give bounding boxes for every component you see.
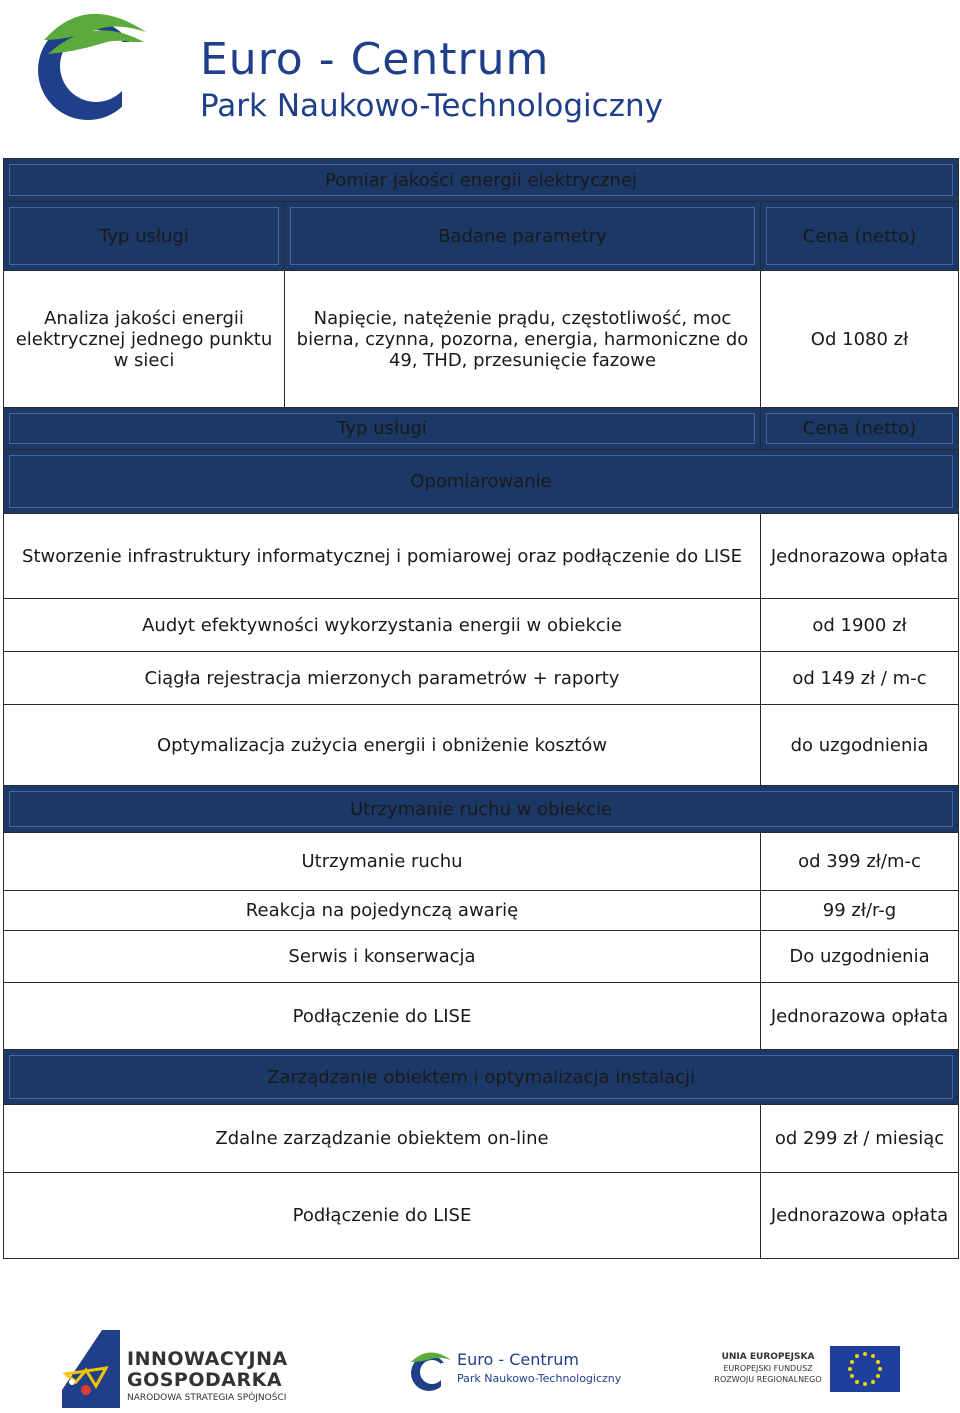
ec-line1: Euro - Centrum	[457, 1350, 579, 1369]
ig-line1: INNOWACYJNA	[127, 1348, 288, 1370]
table-row	[4, 931, 959, 983]
table-row	[4, 1105, 959, 1173]
price-cell: od 149 zł / m-c	[761, 652, 959, 705]
footer-logos	[0, 1318, 960, 1408]
price-cell: od 1900 zł	[761, 599, 959, 652]
header-price: Cena (netto)	[761, 202, 959, 271]
table-row	[4, 1173, 959, 1259]
table-row	[4, 891, 959, 931]
ig-line2: GOSPODARKA	[127, 1369, 283, 1391]
euro-centrum-logo-icon	[26, 2, 186, 127]
service-cell: Ciągła rejestracja mierzonych parametrów + raporty	[4, 652, 761, 705]
service-cell: Utrzymanie ruchu	[4, 833, 761, 891]
table-row	[4, 514, 959, 599]
price-cell: Jednorazowa opłata	[761, 514, 959, 599]
price-cell: od 399 zł/m-c	[761, 833, 959, 891]
logo-subtitle: Park Naukowo-Technologiczny	[200, 88, 663, 124]
price-cell: Jednorazowa opłata	[761, 1173, 959, 1259]
service-cell: Stworzenie infrastruktury informatycznej i pomiarowej oraz podłączenie do LISE	[4, 514, 761, 599]
service-cell: Podłączenie do LISE	[4, 1173, 761, 1259]
price-cell: od 299 zł / miesiąc	[761, 1105, 959, 1173]
table-row	[4, 652, 959, 705]
section-header-row	[4, 450, 959, 514]
section-opomiarowanie: Opomiarowanie	[4, 450, 959, 514]
service-cell: Zdalne zarządzanie obiektem on-line	[4, 1105, 761, 1173]
service-cell: Reakcja na pojedynczą awarię	[4, 891, 761, 931]
eu-flag-icon	[830, 1346, 900, 1392]
section-header-row	[4, 786, 959, 833]
table-row	[4, 833, 959, 891]
header-row	[4, 408, 959, 450]
euro-centrum-logo	[26, 2, 663, 127]
table-row	[4, 983, 959, 1050]
price-cell: Od 1080 zł	[761, 271, 959, 408]
pricing-table	[3, 158, 959, 1259]
ue-line3: ROZWOJU REGIONALNEGO	[714, 1375, 822, 1384]
service-cell: Analiza jakości energii elektrycznej jednego punktu w sieci	[4, 271, 285, 408]
price-cell: Do uzgodnienia	[761, 931, 959, 983]
header-service-type: Typ usługi	[4, 408, 761, 450]
innowacyjna-gospodarka-logo	[62, 1330, 307, 1410]
header-row	[4, 202, 959, 271]
service-cell: Optymalizacja zużycia energii i obniżenie kosztów	[4, 705, 761, 786]
table-row	[4, 271, 959, 408]
table-title: Pomiar jakości energii elektrycznej	[4, 159, 959, 202]
logo-title: Euro - Centrum	[200, 34, 550, 85]
euro-centrum-small-icon	[407, 1348, 453, 1392]
section-utrzymanie-ruchu: Utrzymanie ruchu w obiekcie	[4, 786, 959, 833]
header-service-type: Typ usługi	[4, 202, 285, 271]
innowacyjna-gospodarka-icon	[62, 1330, 122, 1410]
table-title-row	[4, 159, 959, 202]
service-cell: Podłączenie do LISE	[4, 983, 761, 1050]
price-cell: Jednorazowa opłata	[761, 983, 959, 1050]
ue-line1: UNIA EUROPEJSKA	[721, 1352, 815, 1362]
service-cell: Audyt efektywności wykorzystania energii w obiekcie	[4, 599, 761, 652]
parameters-cell: Napięcie, natężenie prądu, częstotliwość, moc bierna, czynna, pozorna, energia, harmoniczne do 49, THD, przesunięcie fazowe	[285, 271, 761, 408]
ig-line3: NARODOWA STRATEGIA SPÓJNOŚCI	[127, 1393, 287, 1403]
header-parameters: Badane parametry	[285, 202, 761, 271]
euro-centrum-small-logo	[407, 1348, 622, 1393]
table-row	[4, 599, 959, 652]
section-zarzadzanie: Zarządzanie obiektem i optymalizacja instalacji	[4, 1050, 959, 1105]
eu-fund-logo	[712, 1344, 902, 1394]
table-row	[4, 705, 959, 786]
ue-line2: EUROPEJSKI FUNDUSZ	[723, 1364, 813, 1373]
header-price: Cena (netto)	[761, 408, 959, 450]
price-cell: do uzgodnienia	[761, 705, 959, 786]
price-cell: 99 zł/r-g	[761, 891, 959, 931]
service-cell: Serwis i konserwacja	[4, 931, 761, 983]
section-header-row	[4, 1050, 959, 1105]
ec-line2: Park Naukowo-Technologiczny	[457, 1372, 622, 1385]
